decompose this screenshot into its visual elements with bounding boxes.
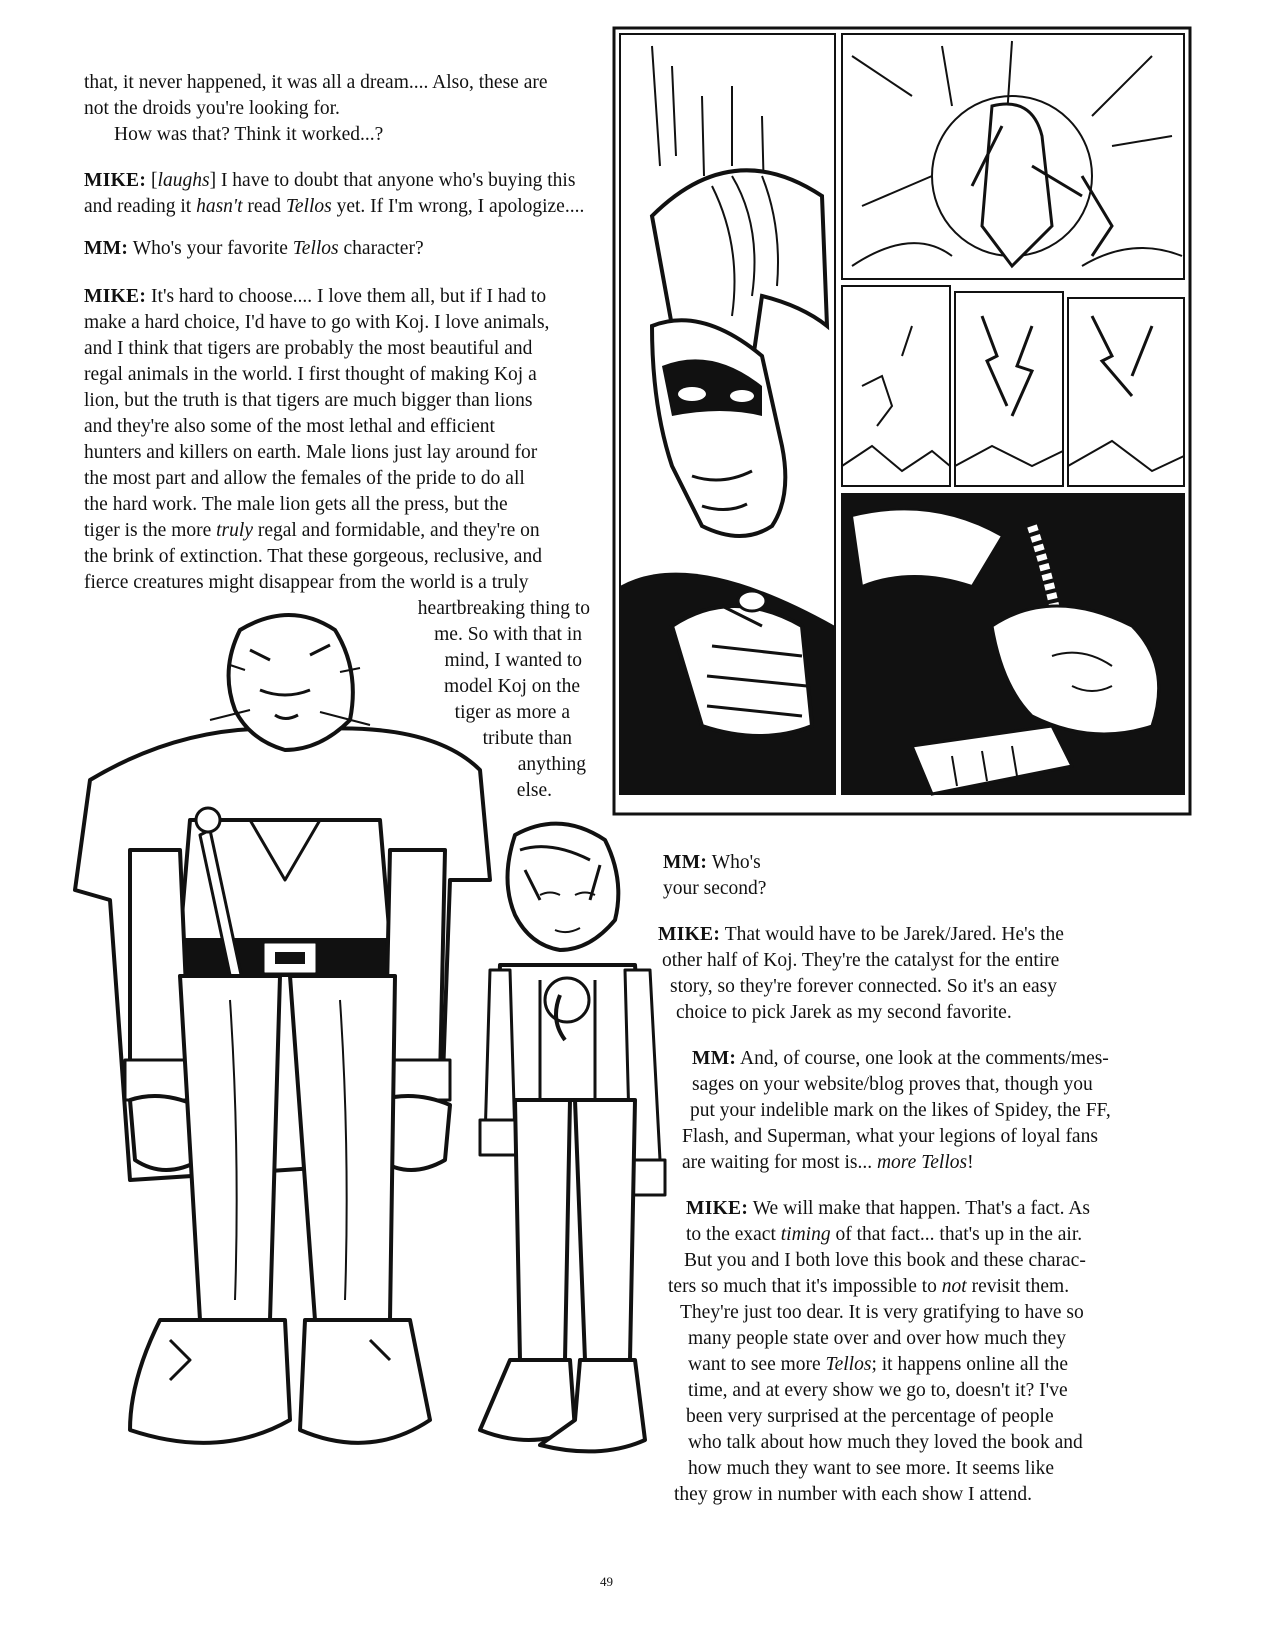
speaker-label: MM:	[84, 238, 129, 259]
panel-row-lightning	[842, 286, 1184, 486]
panel-lightning-warrior	[842, 34, 1184, 279]
speaker-label: MIKE:	[658, 924, 721, 945]
exchange-mm-second: MM: Who's your second?	[663, 852, 767, 899]
speaker-label: MIKE:	[84, 170, 147, 191]
koj-tiger-figure	[75, 615, 490, 1443]
exchange-mike-happen: MIKE: We will make that happen. That's a fact. As to the exact timing of that fact... that's up in the air. But you and I both love this book and these charac- ters so much that it's impossible to not revisit them. They're just too dear. It is very gratifying to have so many people state over and over how much they want to see more Tellos; it happens online all the time, and at every show we go to, doesn't it? I've been very surprised at the percentage of people who talk about how much they loved the book and how much they want to see more. It seems like they grow in number with each show I attend.	[668, 1198, 1091, 1505]
comic-page-art	[612, 26, 1192, 816]
jarek-boy-figure	[480, 824, 665, 1452]
speaker-label: MM:	[663, 852, 708, 873]
intro-paragraph	[84, 70, 548, 148]
speaker-label: MIKE:	[686, 1198, 749, 1219]
exchange-mike-jarek: MIKE: That would have to be Jarek/Jared. He's the other half of Koj. They're the catalyst for the entire story, so they're forever connected. So it's an easy choice to pick Jarek as my second favorite.	[658, 924, 1064, 1023]
speaker-label: MM:	[692, 1048, 737, 1069]
speaker-label: MIKE:	[84, 286, 147, 307]
intro-line: How was that? Think it worked...?	[114, 124, 384, 145]
exchange-mm-more-tellos: MM: And, of course, one look at the comments/mes- sages on your website/blog proves that, though you put your indelible mark on the likes of Spidey, the FF, Flash, and Superman, what your legions of loyal fans are waiting for most is... more Tellos!	[682, 1048, 1111, 1173]
exchange-mm-favorite: MM: Who's your favorite Tellos character?	[84, 238, 424, 259]
exchange-mike-koj-wrap: heartbreaking thing to me. So with that in mind, I wanted to model Koj on the tiger as more a tribute than anything else.	[417, 598, 590, 801]
page-number: 49	[600, 1574, 613, 1589]
intro-line: not the droids you're looking for.	[84, 98, 340, 119]
panel-fallen-figure	[842, 494, 1184, 794]
characters-illustration	[70, 600, 670, 1560]
intro-line: that, it never happened, it was all a dream.... Also, these are	[84, 72, 548, 93]
exchange-mike-koj: MIKE: It's hard to choose.... I love them all, but if I had to make a hard choice, I'd have to go with Koj. I love animals, and I think that tigers are probably the most beautiful and regal animals in the world. I first thought of making Koj a lion, but the truth is that tigers are much bigger than lions and they're also some of the most lethal and efficient hunters and killers on earth. Male lions just lay around for the most part and allow the females of the pride to do all the hard work. The male lion gets all the press, but the tiger is the more truly regal and formidable, and they're on the brink of extinction. That these gorgeous, reclusive, and fierce creatures might disappear from the world is a truly	[84, 286, 550, 593]
exchange-mike-laughs: MIKE: [laughs] I have to doubt that anyone who's buying this and reading it hasn't read Tellos yet. If I'm wrong, I apologize....	[84, 170, 585, 217]
